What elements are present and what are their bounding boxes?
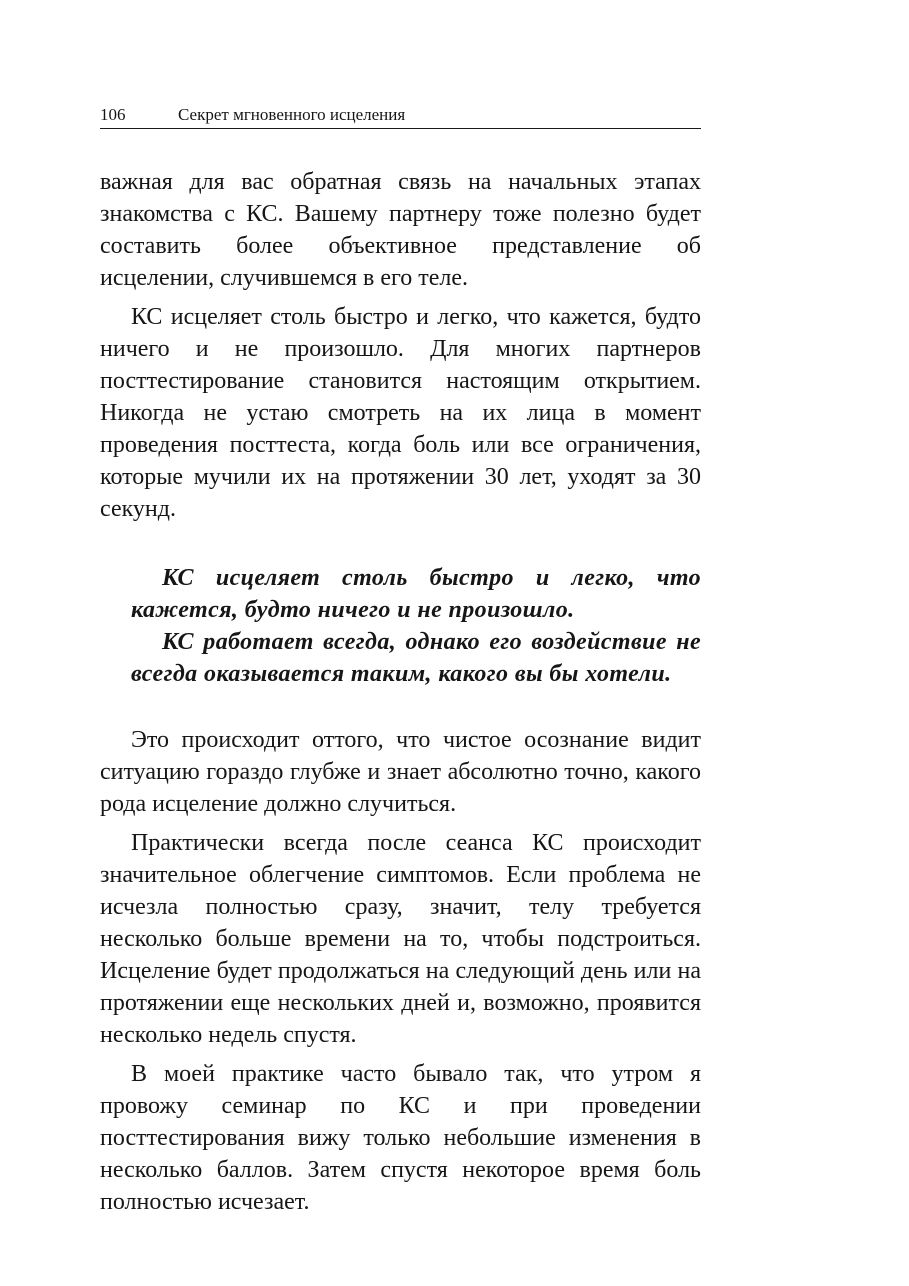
paragraph: КС исцеляет столь быстро и легко, что кажется, будто ничего и не произошло. Для многих партнеров посттестирование становится настоящим открытием. Никогда не устаю смотреть на их лица в момент проведения посттеста, когда боль или все ограничения, которые мучили их на протяжении 30 лет, уходят за 30 секунд. bbox=[100, 304, 701, 522]
page-number: 106 bbox=[100, 105, 126, 124]
callout-block bbox=[100, 562, 701, 690]
paragraph: В моей практике часто бывало так, что утром я провожу семинар по КС и при проведении посттестирования вижу только небольшие изменения в несколько баллов. Затем спустя некоторое время боль полностью исчезает. bbox=[100, 1061, 701, 1215]
callout-paragraph: КС исцеляет столь быстро и легко, что кажется, будто ничего и не произошло. bbox=[131, 565, 701, 623]
running-header bbox=[100, 104, 701, 129]
paragraph: Практически всегда после сеанса КС происходит значительное облегчение симптомов. Если проблема не исчезла полностью сразу, значит, телу требуется несколько больше времени на то, чтобы подстроиться. Исцеление будет продолжаться на следующий день или на протяжении еще нескольких дней и, возможно, проявится несколько недель спустя. bbox=[100, 830, 701, 1048]
running-title: Секрет мгновенного исцеления bbox=[178, 105, 406, 124]
paragraph: Это происходит оттого, что чистое осознание видит ситуацию гораздо глубже и знает абсолютно точно, какого рода исцеление должно случиться. bbox=[100, 727, 701, 817]
paragraph: важная для вас обратная связь на начальных этапах знакомства с КС. Вашему партнеру тоже полезно будет составить более объективное представление об исцелении, случившемся в его теле. bbox=[100, 169, 701, 291]
body-text bbox=[100, 166, 701, 1225]
callout-paragraph: КС работает всегда, однако его воздействие не всегда оказывается таким, какого вы бы хотели. bbox=[131, 629, 701, 687]
